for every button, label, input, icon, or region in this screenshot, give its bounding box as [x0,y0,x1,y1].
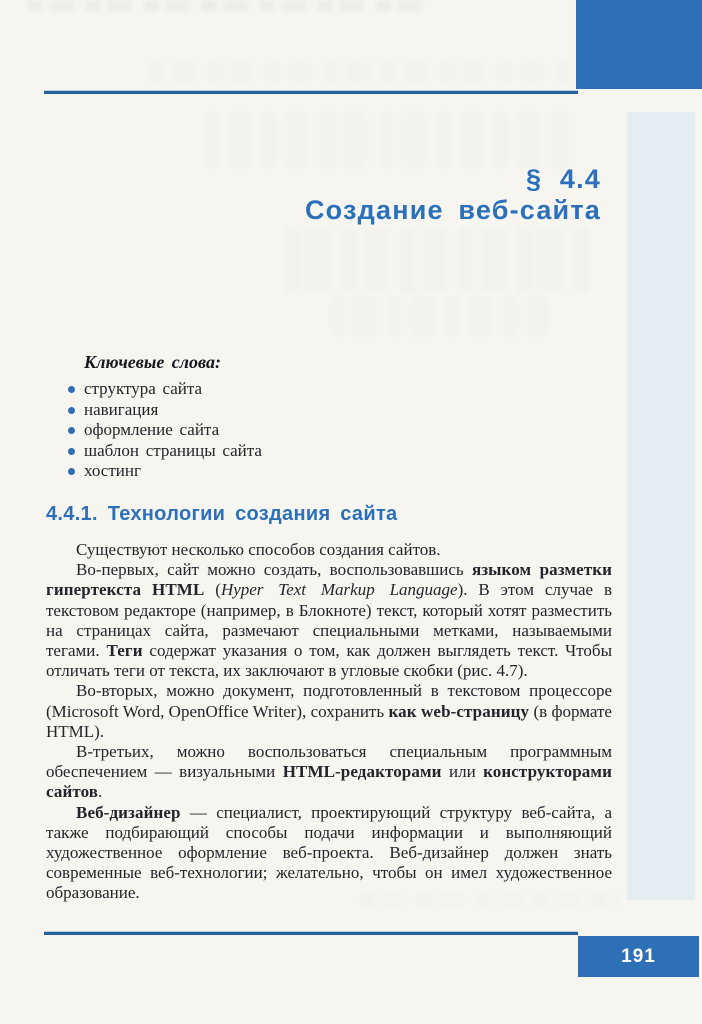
bullet-icon [68,386,75,393]
keywords-heading: Ключевые слова: [84,352,221,372]
scan-bleed-artifact [330,296,550,336]
keyword-label: структура сайта [84,379,203,398]
keyword-item [68,441,262,462]
keyword-item [68,400,262,421]
text-run: — специалист, проектирующий структуру веб-сайта, а также подбирающий способы подачи информации и выполняющий художественное оформление веб-проекта. Веб-дизайнер должен знать современные веб-технологии; желательно, чтобы он имел художественное образование. [46,802,612,903]
section-heading: 4.4.1. Технологии создания сайта [46,503,398,525]
keyword-label: оформление сайта [84,420,220,440]
text-run: содержат указания о том, как должен выглядеть текст. Чтобы отличать теги от текста, их заключают в угловые скобки (рис. 4.7). [46,641,612,681]
text-run: В-третьих, можно воспользоваться специальным программным обеспечением — визуальными [46,742,612,782]
paragraph-intro [46,540,612,560]
scan-bleed-artifact [285,228,590,292]
text-run-bold: HTML-редакторами [282,762,442,782]
keywords-block [68,352,262,482]
text-run-bold: Веб-дизайнер [76,802,181,822]
text-run: (в формате HTML). [46,701,612,741]
scan-bleed-artifact [28,0,428,11]
text-run-bold: Теги [106,641,143,661]
keyword-item [68,420,262,441]
text-run: Во-первых, сайт можно создать, воспользовавшись [76,560,472,580]
text-run: или [441,762,484,782]
text-run-bold: языком разметки гипертекста HTML [46,560,612,600]
page-number: 191 [621,945,656,967]
paragraph-web-designer [46,803,612,904]
text-run-bold: конструкторами сайтов [46,762,612,802]
bullet-icon [68,468,75,475]
body-text [46,540,612,904]
text-run: . [98,782,103,802]
text-run: Во-вторых, можно документ, подготовленный в текстовом процессоре (Microsoft Word, OpenOffice Writer), сохранить [46,681,612,721]
text-run-bold: как web-страницу [388,701,530,721]
keyword-item [68,461,262,482]
bullet-icon [68,427,75,434]
bottom-rule [44,931,578,935]
keyword-label: навигация [84,399,159,419]
paragraph-number: § 4.4 [525,164,601,194]
keyword-label: шаблон страницы сайта [84,440,262,460]
keyword-item [68,379,262,400]
scan-bleed-artifact [150,62,570,82]
keyword-label: хостинг [84,461,141,481]
text-run: ( [204,580,221,600]
bullet-icon [68,448,75,455]
bullet-icon [68,407,75,414]
text-run-italic: Hyper Text Markup Language [220,580,458,600]
page-number-box [578,936,699,977]
top-rule [44,90,578,94]
text-run: Существуют несколько способов создания сайтов. [76,540,441,559]
keyword-list [68,379,262,482]
right-margin-band [627,112,695,900]
top-corner-accent-box [576,0,702,89]
scan-bleed-artifact [205,112,575,168]
paragraph-html-markup [46,560,612,681]
paragraph-word-processor [46,681,612,742]
paragraph-editors [46,742,612,803]
chapter-header [305,164,601,226]
text-run: ). В этом случае в текстовом редакторе (например, в Блокноте) текст, который хотят разместить на страницах сайта, размечают специальными метками, называемыми тегами. [46,580,612,661]
chapter-title: Создание веб-сайта [304,195,601,225]
